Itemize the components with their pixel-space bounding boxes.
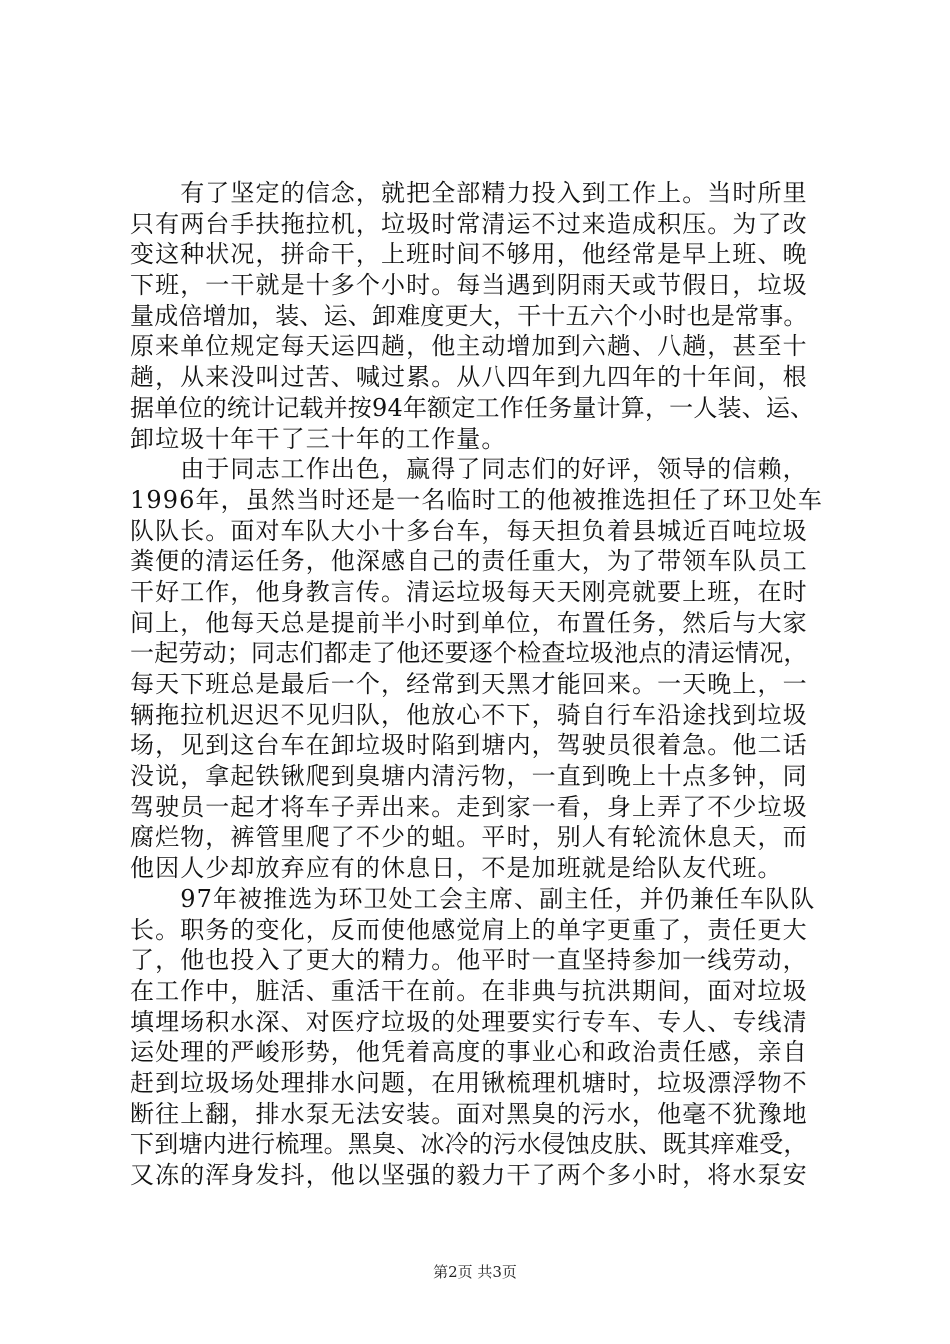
text-line: 有了坚定的信念，就把全部精力投入到工作上。当时所里: [130, 179, 808, 207]
text-line: 原来单位规定每天运四趟，他主动增加到六趟、八趟，甚至十: [130, 332, 808, 361]
text-line: 没说，拿起铁锹爬到臭塘内清污物，一直到晚上十点多钟，同: [130, 762, 808, 791]
text-line: 干好工作，他身教言传。清运垃圾每天天刚亮就要上班，在时: [130, 577, 808, 606]
text-line: 下到塘内进行梳理。黑臭、冰冷的污水侵蚀皮肤、既其痒难受，: [130, 1130, 808, 1159]
text-line: 变这种状况，拼命干，上班时间不够用，他经常是早上班、晚: [130, 240, 808, 269]
text-line: 只有两台手扶拖拉机，垃圾时常清运不过来造成积压。为了改: [130, 209, 808, 238]
text-line: 由于同志工作出色，赢得了同志们的好评，领导的信赖，: [130, 455, 808, 484]
text-line: 腐烂物，裤管里爬了不少的蛆。平时，别人有轮流休息天，而: [130, 823, 808, 852]
text-line: 一起劳动；同志们都走了他还要逐个检查垃圾池点的清运情况，: [130, 639, 808, 668]
text-line: 粪便的清运任务，他深感自己的责任重大，为了带领车队员工: [130, 547, 808, 576]
text-line: 趟，从来没叫过苦、喊过累。从八四年到九四年的十年间，根: [130, 363, 808, 392]
text-line: 下班，一干就是十多个小时。每当遇到阴雨天或节假日，垃圾: [130, 271, 808, 300]
text-line: 队队长。面对车队大小十多台车，每天担负着县城近百吨垃圾: [130, 516, 808, 545]
text-line: 据单位的统计记载并按94年额定工作任务量计算，一人装、运、: [130, 393, 815, 422]
text-line: 断往上翻，排水泵无法安装。面对黑臭的污水，他毫不犹豫地: [130, 1099, 808, 1128]
text-line: 每天下班总是最后一个，经常到天黑才能回来。一天晚上，一: [130, 670, 808, 698]
text-line: 间上，他每天总是提前半小时到单位，布置任务，然后与大家: [130, 608, 808, 637]
text-line: 又冻的浑身发抖，他以坚强的毅力干了两个多小时，将水泵安: [130, 1161, 808, 1189]
text-line: 赶到垃圾场处理排水问题，在用锹梳理机塘时，垃圾漂浮物不: [130, 1068, 808, 1097]
text-line: 驾驶员一起才将车子弄出来。走到家一看，身上弄了不少垃圾: [130, 792, 808, 821]
text-line: 97年被推选为环卫处工会主席、副主任，并仍兼任车队队: [130, 884, 816, 913]
text-line: 长。职务的变化，反而使他感觉肩上的单字更重了，责任更大: [130, 915, 808, 944]
document-body: [130, 178, 842, 1191]
text-line: 量成倍增加，装、运、卸难度更大，干十五六个小时也是常事。: [130, 301, 808, 330]
text-line: 运处理的严峻形势，他凭着高度的事业心和政治责任感，亲自: [130, 1038, 808, 1067]
text-line: 了，他也投入了更大的精力。他平时一直坚持参加一线劳动，: [130, 946, 808, 975]
text-line: 填埋场积水深、对医疗垃圾的处理要实行专车、专人、专线清: [130, 1007, 808, 1036]
text-line: 在工作中，脏活、重活干在前。在非典与抗洪期间，面对垃圾: [130, 976, 808, 1005]
text-line: 他因人少却放弃应有的休息日，不是加班就是给队友代班。: [130, 854, 783, 883]
page-number-footer: 第2页 共3页: [433, 1263, 517, 1281]
text-line: 卸垃圾十年干了三十年的工作量。: [130, 424, 507, 453]
text-line: 辆拖拉机迟迟不见归队，他放心不下，骑自行车沿途找到垃圾: [130, 700, 808, 729]
text-line: 场，见到这台车在卸垃圾时陷到塘内，驾驶员很着急。他二话: [130, 731, 808, 760]
text-line: 1996年，虽然当时还是一名临时工的他被推选担任了环卫处车: [130, 485, 823, 514]
